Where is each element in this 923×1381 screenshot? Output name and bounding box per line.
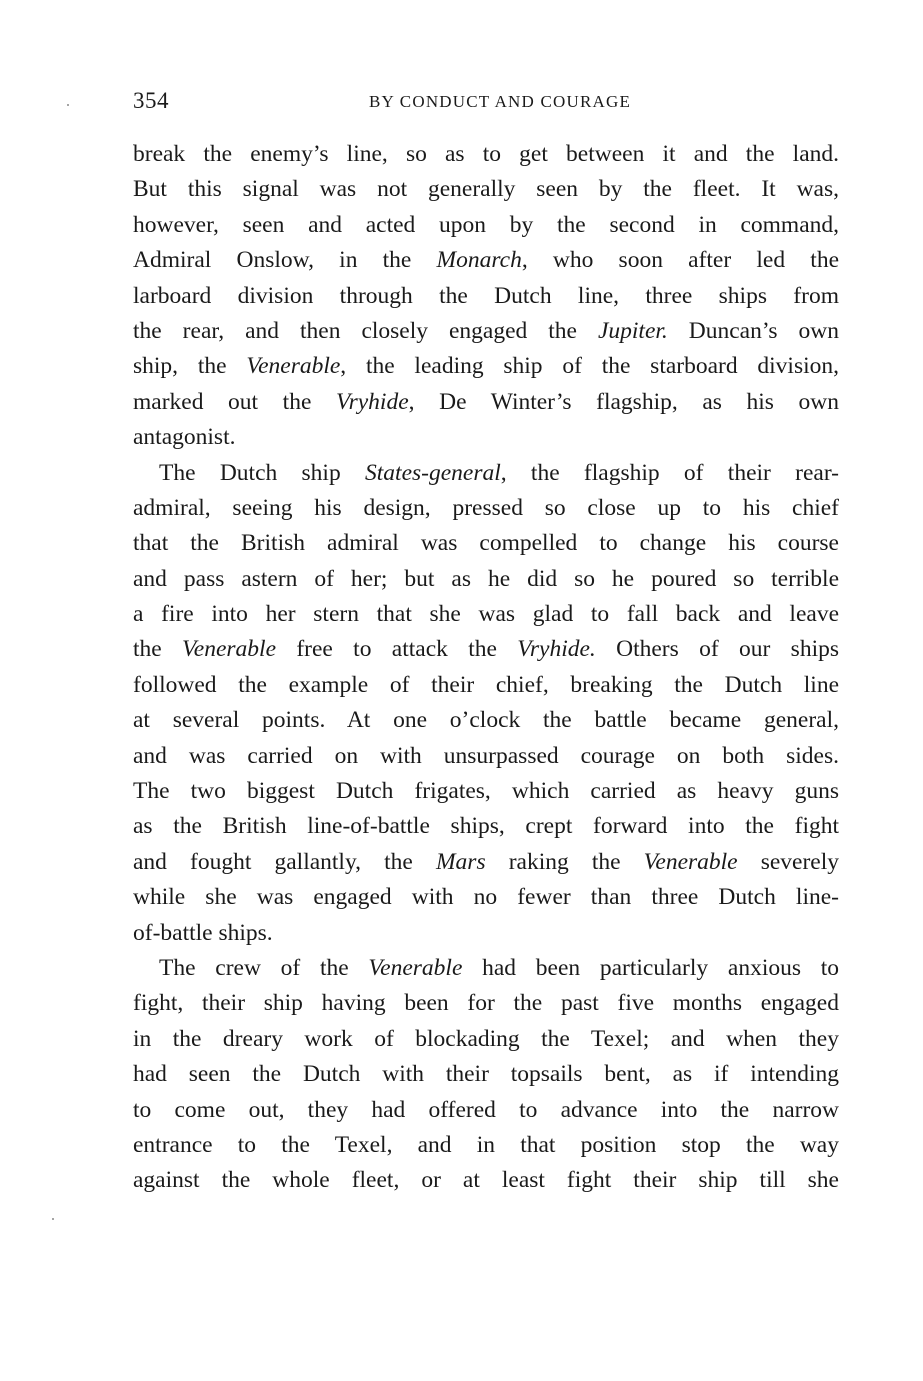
scan-speck [67, 104, 69, 106]
text-run: , who soon after led the [521, 247, 839, 274]
text-run: the rear, and then closely engaged the [133, 317, 598, 344]
text-line [133, 562, 839, 597]
italic-ship-name: Venerable [246, 353, 341, 380]
text-run: a fire into her stern that she was glad to fall back and leave [133, 601, 839, 628]
text-run: The crew of the [159, 954, 369, 981]
text-run: however, seen and acted upon by the second in command, [133, 211, 839, 238]
text-line [133, 986, 839, 1021]
italic-ship-name: Jupiter. [597, 317, 668, 344]
text-run: raking the [485, 848, 644, 875]
body-text [133, 137, 839, 1199]
text-line [133, 279, 839, 314]
text-run: marked out the [133, 388, 336, 415]
text-run: Duncan’s own [667, 317, 839, 344]
italic-ship-name: States-general [365, 459, 501, 486]
text-line [133, 420, 839, 455]
text-line [133, 137, 839, 172]
page-number: 354 [133, 88, 169, 113]
text-run: followed the example of their chief, breaking the Dutch line [133, 671, 839, 698]
text-run: free to attack the [276, 636, 518, 663]
text-line [133, 456, 839, 491]
text-run: severely [737, 848, 839, 875]
italic-ship-name: Mars [435, 848, 486, 875]
text-run: as the British line-of-battle ships, crept forward into the fight [133, 813, 839, 840]
text-run: Others of our ships [595, 636, 839, 663]
text-line [133, 703, 839, 738]
text-line [133, 1093, 839, 1128]
text-run: at several points. At one o’clock the battle became general, [133, 707, 839, 734]
text-line [133, 314, 839, 349]
text-line [133, 632, 839, 667]
paragraph [133, 456, 839, 951]
text-run: Admiral Onslow, in the [133, 247, 437, 274]
text-run: entrance to the Texel, and in that position stop the way [133, 1131, 839, 1158]
text-line [133, 172, 839, 207]
text-line [133, 243, 839, 278]
text-line [133, 809, 839, 844]
text-line [133, 385, 839, 420]
text-line [133, 491, 839, 526]
text-line [133, 1163, 839, 1198]
text-run: in the dreary work of blockading the Texel; and when they [133, 1025, 839, 1052]
text-line [133, 597, 839, 632]
text-line [133, 774, 839, 809]
text-run: antagonist. [133, 424, 236, 451]
text-line [133, 1128, 839, 1163]
text-run: had been particularly anxious to [462, 954, 840, 981]
scan-speck [52, 1218, 54, 1220]
italic-ship-name: Vryhide [336, 388, 409, 415]
text-line [133, 526, 839, 561]
text-run: , the flagship of their rear- [500, 459, 840, 486]
text-run: while she was engaged with no fewer than three Dutch line- [133, 884, 839, 911]
text-line [133, 349, 839, 384]
text-run: fight, their ship having been for the past five months engaged [133, 990, 839, 1017]
text-line [133, 668, 839, 703]
text-line [133, 1057, 839, 1092]
paragraph [133, 137, 839, 456]
italic-ship-name: Venerable [368, 954, 463, 981]
running-head-title: BY CONDUCT AND COURAGE [368, 92, 632, 111]
text-run: But this signal was not generally seen by the fleet. It was, [133, 176, 839, 203]
text-run: had seen the Dutch with their topsails bent, as if intending [133, 1061, 839, 1088]
text-run: and fought gallantly, the [133, 848, 436, 875]
text-line [133, 916, 839, 951]
text-run: of-battle ships. [133, 919, 273, 946]
text-line [133, 208, 839, 243]
text-run: and pass astern of her; but as he did so he poured so terrible [133, 565, 839, 592]
text-line [133, 845, 839, 880]
text-run: and was carried on with unsurpassed courage on both sides. [133, 742, 839, 769]
text-run: larboard division through the Dutch line, three ships from [133, 282, 839, 309]
text-run: The Dutch ship [159, 459, 366, 486]
italic-ship-name: Venerable [643, 848, 738, 875]
text-run: break the enemy’s line, so as to get between it and the land. [133, 141, 839, 167]
text-run: against the whole fleet, or at least fight their ship till she [133, 1167, 839, 1194]
text-line [133, 880, 839, 915]
text-run: that the British admiral was compelled to change his course [133, 530, 839, 557]
running-head [133, 88, 839, 118]
text-run: to come out, they had offered to advance into the narrow [133, 1096, 839, 1123]
text-line [133, 951, 839, 986]
text-line [133, 739, 839, 774]
italic-ship-name: Venerable [182, 636, 277, 663]
text-run: , the leading ship of the starboard division, [340, 353, 839, 380]
text-line [133, 1022, 839, 1057]
paragraph [133, 951, 839, 1199]
italic-ship-name: Vryhide. [517, 636, 596, 663]
text-run: , De Winter’s flagship, as his own [408, 388, 839, 415]
text-run: the [133, 636, 183, 663]
italic-ship-name: Monarch [436, 247, 522, 274]
text-run: admiral, seeing his design, pressed so close up to his chief [133, 494, 839, 521]
text-run: The two biggest Dutch frigates, which carried as heavy guns [133, 778, 839, 805]
text-run: ship, the [133, 353, 247, 380]
